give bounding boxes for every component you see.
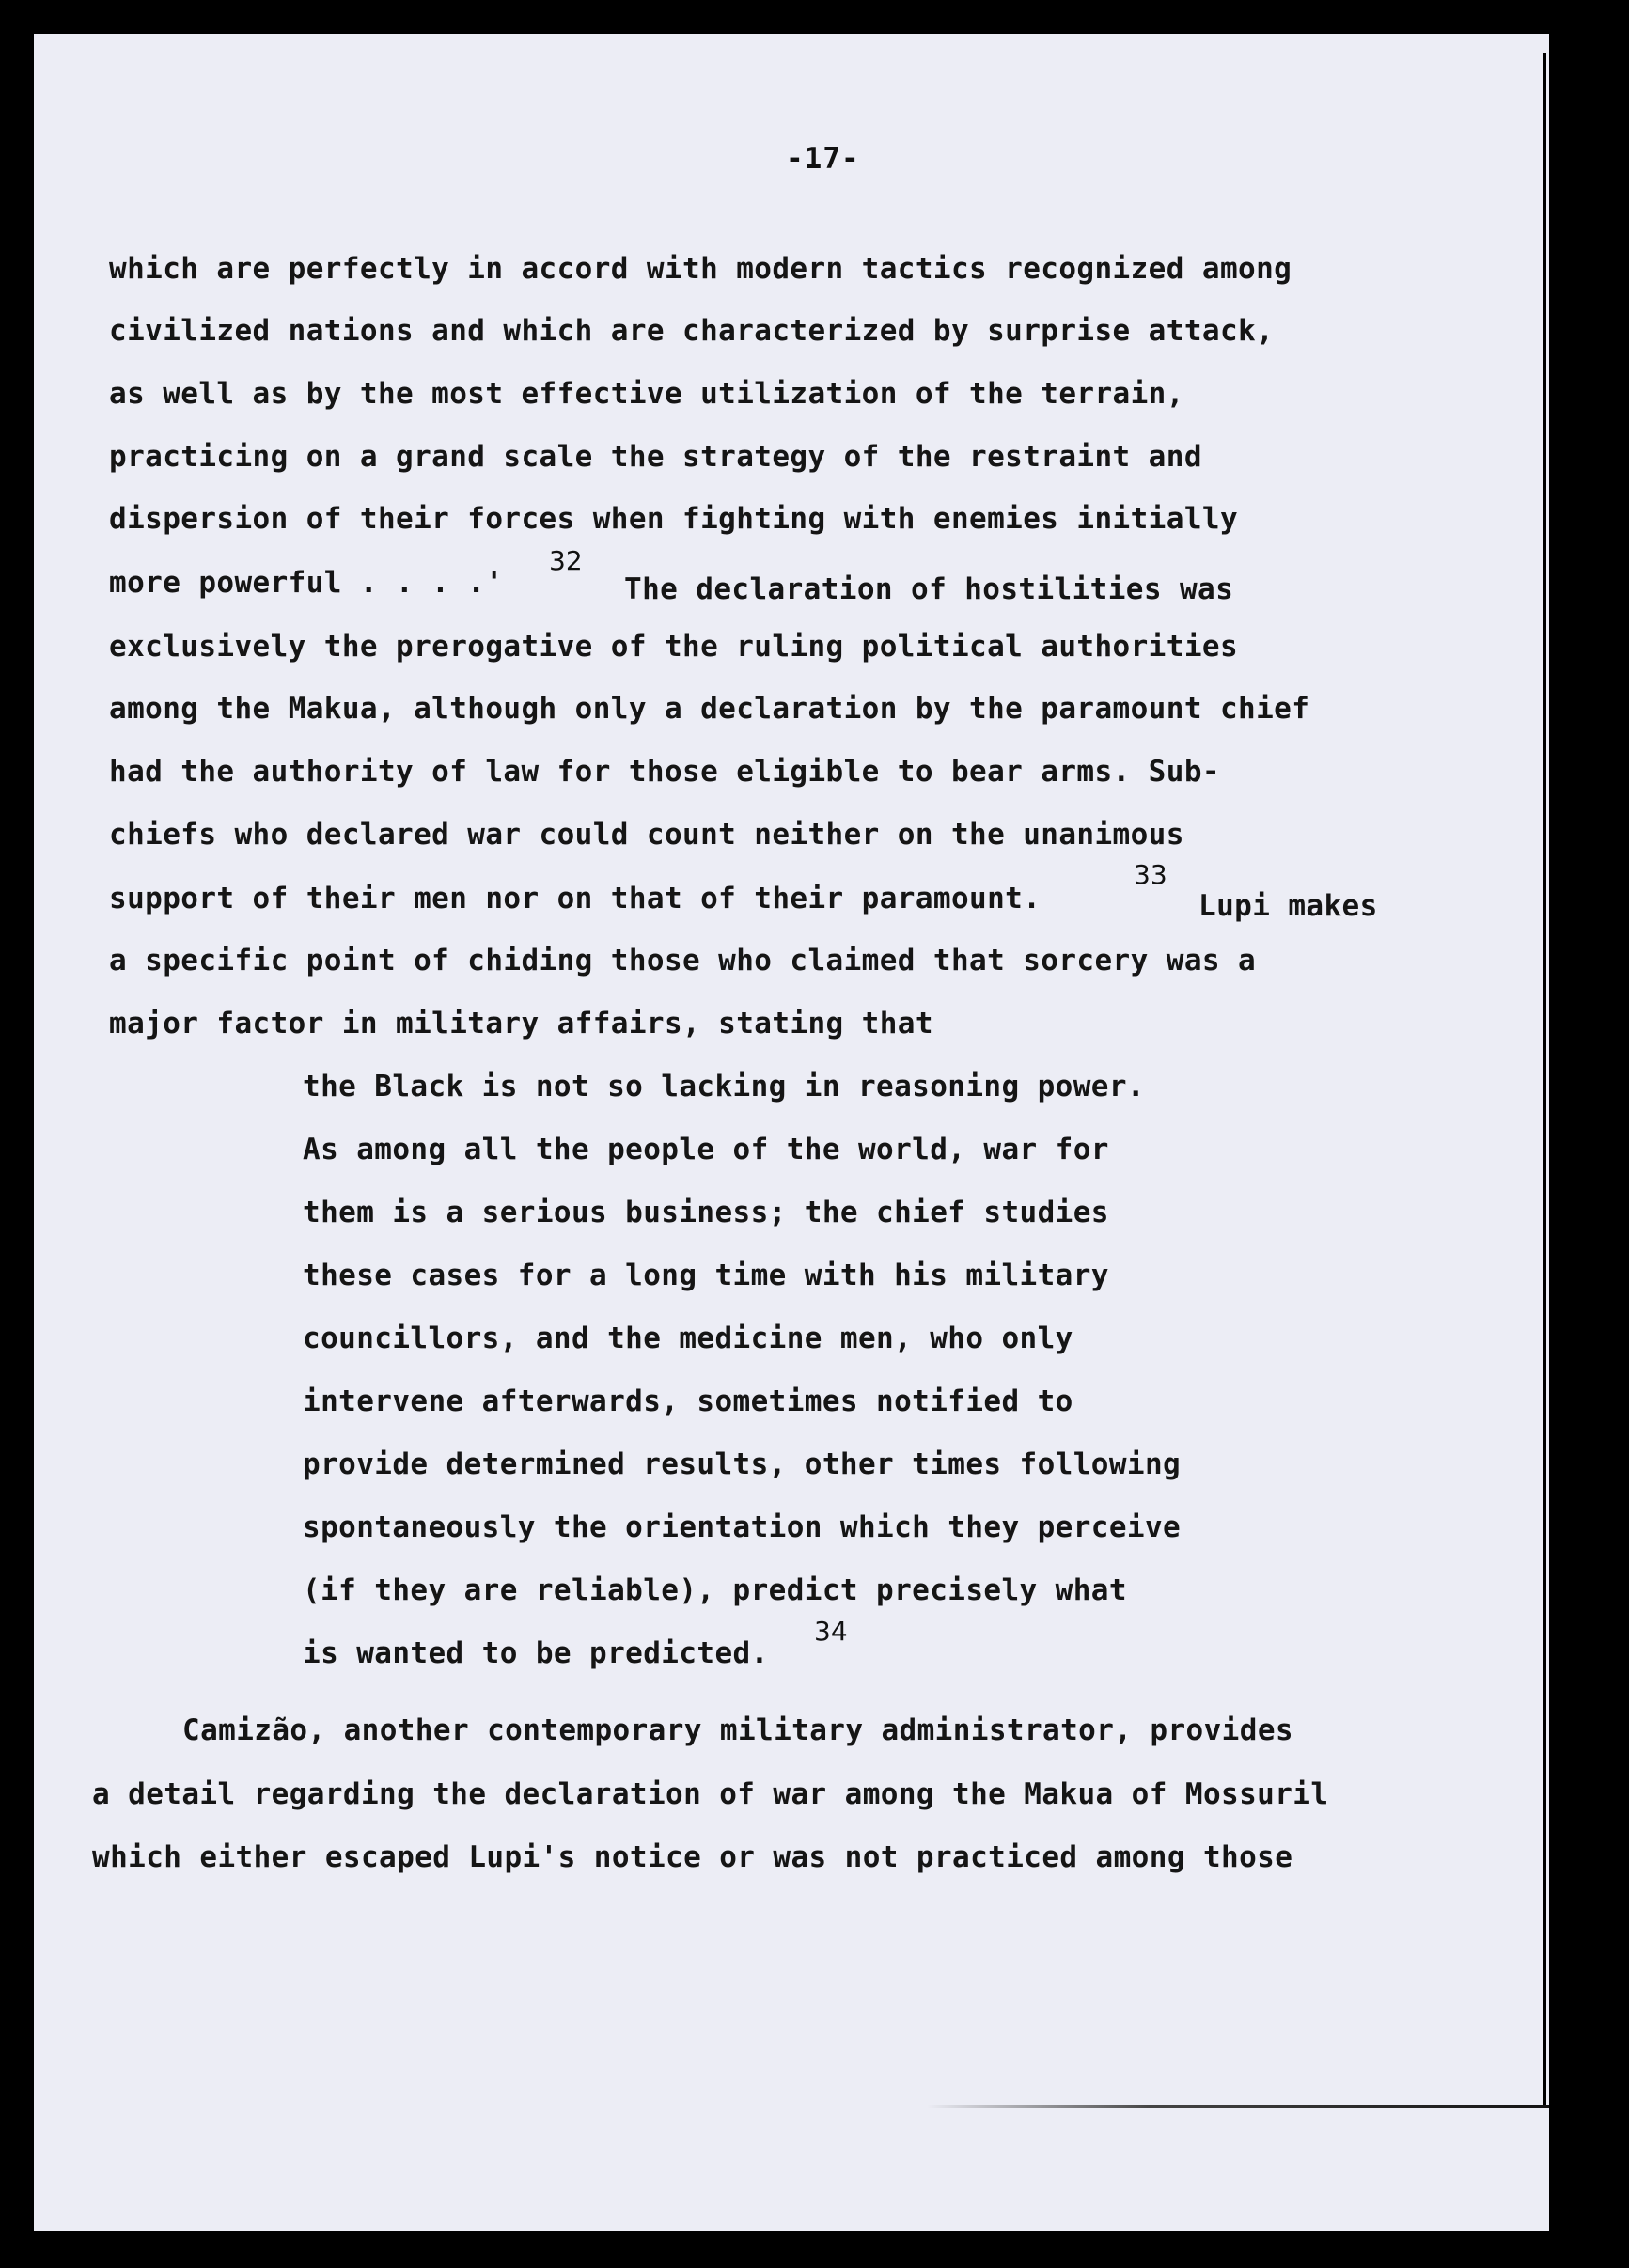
- quote-line: these cases for a long time with his military: [303, 1259, 1109, 1292]
- quote-line: the Black is not so lacking in reasoning power.: [303, 1070, 1145, 1103]
- text-line: chiefs who declared war could count neither on the unanimous: [109, 818, 1184, 852]
- text-line: The declaration of hostilities was: [624, 572, 1234, 606]
- bottom-rule: [927, 2105, 1549, 2108]
- text-line: a specific point of chiding those who claimed that sorcery was a: [109, 944, 1257, 978]
- footnote-33: 33: [1134, 859, 1167, 890]
- quote-line: As among all the people of the world, war for: [303, 1133, 1109, 1166]
- text-line: practicing on a grand scale the strategy of the restraint and: [109, 440, 1202, 474]
- footnote-32: 32: [549, 545, 583, 576]
- quote-line: councillors, and the medicine men, who only: [303, 1322, 1073, 1355]
- text-line: civilized nations and which are characterized by surprise attack,: [109, 314, 1275, 348]
- quote-line: them is a serious business; the chief studies: [303, 1196, 1109, 1229]
- text-line: had the authority of law for those eligible to bear arms. Sub-: [109, 755, 1220, 789]
- text-line: among the Makua, although only a declaration by the paramount chief: [109, 692, 1310, 726]
- text-line: support of their men nor on that of their paramount.: [109, 882, 1042, 915]
- text-line: more powerful . . . .': [109, 566, 504, 600]
- text-line: dispersion of their forces when fighting with enemies initially: [109, 502, 1239, 536]
- quote-line: provide determined results, other times following: [303, 1447, 1182, 1481]
- text-line: as well as by the most effective utilization of the terrain,: [109, 377, 1184, 411]
- text-line: Camizão, another contemporary military administrator, provides: [182, 1713, 1293, 1747]
- quote-line: intervene afterwards, sometimes notified to: [303, 1384, 1073, 1418]
- page-number: -17-: [786, 142, 860, 176]
- text-line: major factor in military affairs, stating that: [109, 1007, 933, 1040]
- text-line: which are perfectly in accord with modern tactics recognized among: [109, 252, 1292, 286]
- text-line: Lupi makes: [1198, 889, 1378, 923]
- text-line: exclusively the prerogative of the ruling political authorities: [109, 630, 1239, 664]
- page-edge-rule: [1543, 53, 1546, 2106]
- quote-line: is wanted to be predicted.: [303, 1636, 769, 1670]
- quote-line: spontaneously the orientation which they perceive: [303, 1510, 1182, 1544]
- quote-line: (if they are reliable), predict precisely what: [303, 1573, 1127, 1607]
- document-page: [34, 34, 1549, 2231]
- text-line: a detail regarding the declaration of war among the Makua of Mossuril: [92, 1777, 1329, 1811]
- footnote-34: 34: [814, 1616, 848, 1647]
- text-line: which either escaped Lupi's notice or was not practiced among those: [92, 1840, 1293, 1874]
